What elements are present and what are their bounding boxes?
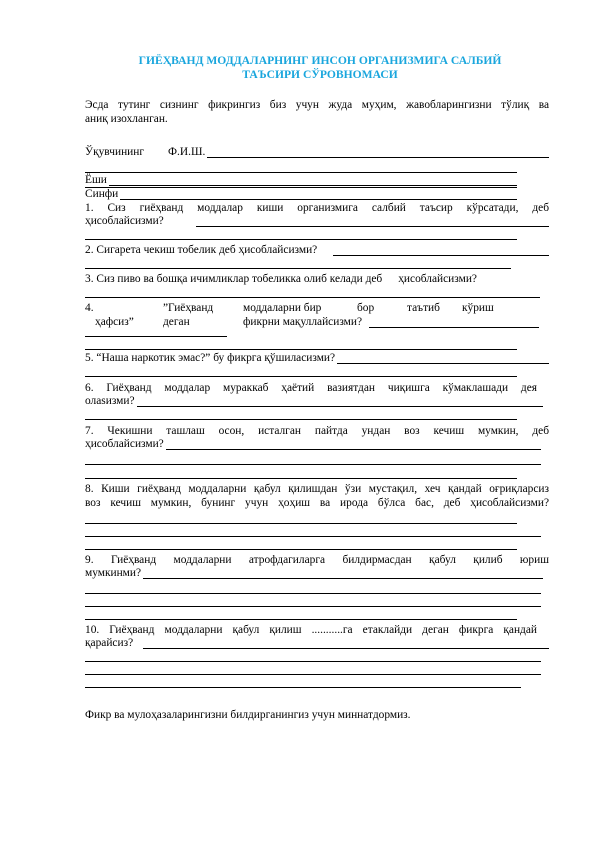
blank-line[interactable]: [85, 419, 517, 420]
grade-field[interactable]: [85, 188, 517, 200]
age-label: Ёши: [85, 174, 107, 186]
survey-page: [85, 54, 549, 722]
question-6-blank[interactable]: [137, 396, 543, 407]
question-5[interactable]: [85, 352, 549, 364]
intro-line-1: Эсда тутинг сизнинг фикрингиз биз учун жуда муҳим, жавобларингизни тўлиқ ва: [85, 99, 549, 111]
question-3: [85, 273, 549, 285]
closing-text: Фикр ва мулоҳазаларингизни билдирганингиз учун миннатдормиз.: [85, 709, 411, 721]
intro-line-2: аниқ изохланган.: [85, 113, 168, 125]
question-4-word: таътиб: [407, 302, 440, 314]
question-9-blank[interactable]: [143, 568, 543, 579]
question-4-blank[interactable]: [369, 316, 539, 328]
age-blank[interactable]: [109, 175, 517, 186]
blank-line[interactable]: [85, 268, 511, 269]
question-3-text-a: 3. Сиз пиво ва бошқа ичимликлар тобеликка олиб келади деб: [85, 273, 383, 285]
question-4-word: кўриш: [462, 302, 494, 314]
question-9-line-1: 9. Гиёҳванд моддаларни атрофдагиларга билдирмасдан қабул қилиб юриш: [85, 554, 549, 566]
question-2[interactable]: [85, 244, 549, 256]
blank-line[interactable]: [85, 239, 517, 240]
question-7-blank[interactable]: [166, 439, 541, 450]
question-3-text-b: ҳисоблайсизми?: [398, 273, 477, 285]
blank-line[interactable]: [85, 478, 517, 479]
question-10-blank[interactable]: [143, 638, 549, 649]
grade-blank[interactable]: [120, 189, 517, 200]
question-6-line-1: 6. Гиёҳванд моддалар мураккаб ҳаётий вазиятдан чиқишга кўмаклашади дея: [85, 382, 537, 394]
question-8-line-2: воз кечиш мумкин, бунинг учун ҳоҳиш ва ирода бўлса бас, деб ҳисоблайсизми?: [85, 497, 549, 509]
question-10-line-2: қарайсиз?: [85, 637, 134, 649]
question-6-line-2: олasизми?: [85, 395, 135, 407]
survey-title: [91, 54, 549, 82]
question-4-word: деган: [163, 316, 190, 328]
question-5-blank[interactable]: [337, 353, 549, 364]
question-9-line-2: мумкинми?: [85, 567, 142, 579]
question-6-answer[interactable]: [85, 395, 543, 407]
question-7-line-1: 7. Чекишни ташлаш осон, исталган пайтда ундан воз кечиш мумкин, деб: [85, 425, 549, 437]
question-1-blank[interactable]: [196, 216, 549, 227]
question-4-word: ”Гиёҳванд: [163, 302, 214, 314]
question-1-line-2: ҳисоблайсизми?: [85, 215, 164, 227]
question-7-answer[interactable]: [85, 438, 541, 450]
question-2-text: 2. Сигарета чекиш тобелик деб ҳисоблайсизми?: [85, 244, 318, 256]
fio-label: Ф.И.Ш.: [168, 146, 206, 158]
question-5-text: 5. “Наша наркотик эмас?” бу фикрга қўшиласизми?: [85, 352, 336, 364]
fio-blank[interactable]: [207, 147, 549, 158]
question-2-blank[interactable]: [333, 245, 549, 256]
blank-line[interactable]: [85, 349, 517, 350]
student-name-field[interactable]: [85, 146, 549, 158]
question-10-answer[interactable]: [85, 637, 549, 649]
question-4-word: бор: [357, 302, 375, 314]
blank-line[interactable]: [85, 549, 517, 550]
question-4-line-1: [85, 302, 549, 316]
blank-line[interactable]: [85, 172, 517, 173]
blank-line[interactable]: [85, 376, 517, 377]
question-9-answer[interactable]: [85, 567, 543, 579]
question-1-line-1: 1. Сиз гиёҳванд моддалар киши организмига салбий таъсир кўрсатади, деб: [85, 202, 549, 214]
question-8-line-1: 8. Киши гиёҳванд моддаларни қабул қилишдан ўзи мустақил, хеч қандай оғриқларсиз: [85, 483, 549, 495]
blank-line[interactable]: [85, 619, 517, 620]
title-line-2: ТАЪСИРИ СЎРОВНОМАСИ: [242, 68, 398, 81]
question-4-word: фикрни мақуллайсизми?: [243, 316, 363, 328]
age-field[interactable]: [85, 174, 517, 186]
question-4-word: 4.: [85, 302, 94, 314]
grade-label: Синфи: [85, 188, 119, 200]
question-10-line-1: 10. Гиёҳванд моддаларни қабул қилиш ...........га етаклайди деган фикрга қандай: [85, 624, 537, 636]
title-line-1: ГИЁҲВАНД МОДДАЛАРНИНГ ИНСОН ОРГАНИЗМИГА САЛБИЙ: [138, 54, 502, 67]
question-4-word: ҳафсиз”: [95, 316, 134, 328]
blank-line[interactable]: [85, 297, 540, 298]
question-4-line-2: [85, 316, 549, 330]
question-4-word: моддаларни бир: [243, 302, 322, 314]
question-1-answer[interactable]: [85, 215, 549, 227]
question-7-line-2: ҳисоблайсизми?: [85, 438, 164, 450]
student-label: Ўқувчининг: [85, 146, 145, 158]
